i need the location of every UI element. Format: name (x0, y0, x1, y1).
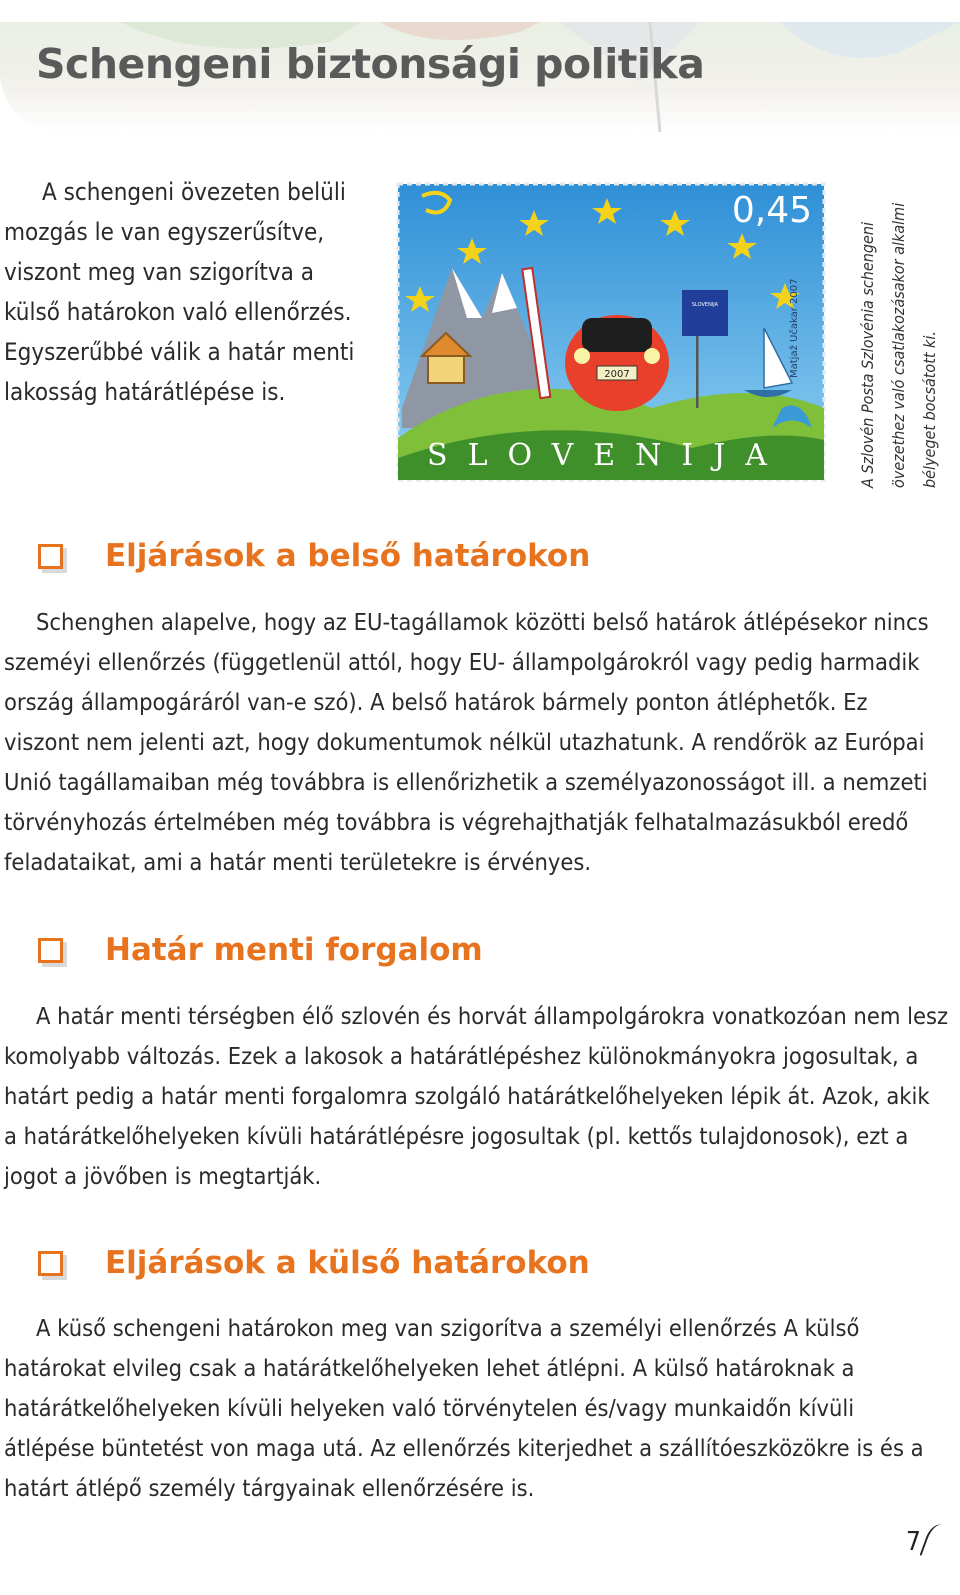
section-heading-border-traffic (38, 932, 483, 968)
stamp-caption: A Szlovén Posta Szlovénia schengeni övezethez való csatlakozásakor alkalmi bélyeget bocsátott ki. (858, 202, 939, 488)
section-heading-label: Eljárások a belső határokon (105, 538, 591, 574)
page-corner-icon (920, 1521, 953, 1562)
checkbox-icon (38, 544, 63, 569)
stamp-sign: SLOVENIJA (691, 302, 719, 308)
section-heading-external-borders (38, 1245, 590, 1281)
stamp-plate: 2007 (604, 369, 630, 380)
section-heading-label: Eljárások a külső határokon (105, 1245, 590, 1281)
checkbox-icon (38, 938, 63, 963)
section-body-external-borders: A küső schengeni határokon meg van szigorítva a személyi ellenőrzés A külső határokat elvileg csak a határátkelőhelyeken lehet átlépni. A külső határoknak a határátkelőhelyeken kívüli helyeken való törvénytelen és/vagy munkaidőn kívüli átlépése büntetést von maga utá. Az ellenőrzés kiterjedhet a szállítóeszközökre is és a határt átlépő személy tárgyainak ellenőrzésére is. (4, 1314, 924, 1502)
stamp-image (392, 178, 830, 486)
stamp-value: 0,45 (731, 190, 812, 231)
section-body-border-traffic: A határ menti térségben élő szlovén és horvát állampolgárokra vonatkozóan nem lesz komolyabb változás. Ezek a lakosok a határátlépéshez különokmányokra jogosultak, a határt pedig a határ menti forgalomra szolgáló határátkelőhelyeken lépik át. Azok, akik a határátkelőhelyeken kívüli határátlépésre jogosultak (pl. kettős tulajdonosok), ezt a jogot a jövőben is megtartják. (4, 1002, 949, 1190)
page-title: Schengeni biztonsági politika (36, 40, 705, 88)
intro-text: A schengeni övezeten belüli mozgás le van egyszerűsítve, viszont meg van szigorítva a külső határokon való ellenőrzés. Egyszerűbbé válik a határ menti lakosság határátlépése is. (4, 178, 355, 406)
stamp-country: SLOVENIJA (427, 438, 787, 473)
section-heading-internal-borders (38, 538, 590, 574)
checkbox-icon (38, 1251, 63, 1276)
section-heading-label: Határ menti forgalom (105, 932, 483, 968)
section-body-internal-borders: Schenghen alapelve, hogy az EU-tagállamok közötti belső határok átlépésekor nincs szeméyi ellenőrzés (függetlenül attól, hogy EU- állampolgárokról vagy pedig harmadik ország állampogáráról van-e szó). A belső határok bármely ponton átléphetők. Ez viszont nem jelenti azt, hogy dokumentumok nélkül utazhatunk. A rendőrök az Európai Unió tagállamaiban még továbbra is ellenőrizhetik a személyazonosságot ill. a nemzeti törvényhozás értelmében még továbbra is végrehajthatják felhatalmazásukból eredő feladataikat, ami a határ menti területekre is érvényes. (4, 608, 929, 876)
stamp-illustration (392, 178, 830, 486)
stamp-artist: Matjaž Učakar 2007 (789, 278, 800, 378)
page-number: 7 (906, 1527, 921, 1557)
